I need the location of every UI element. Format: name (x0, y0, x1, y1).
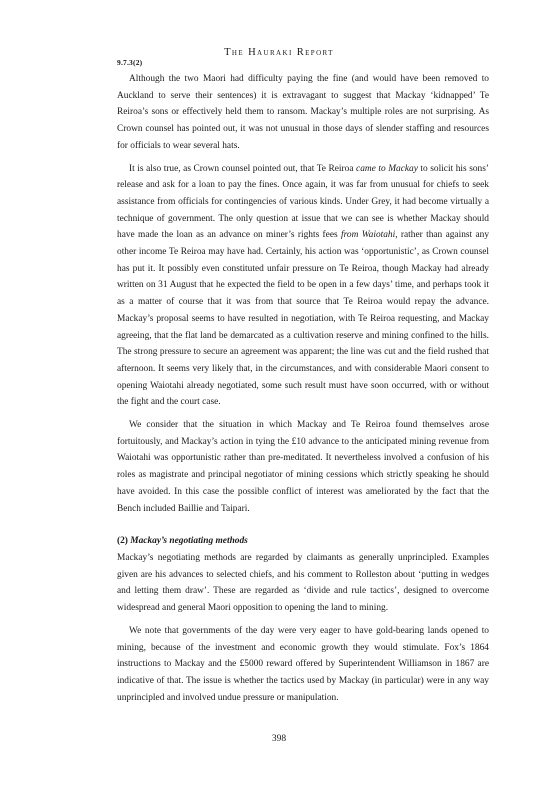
paragraph-text: We note that governments of the day were very eager to have gold-bearing lands opened to mining, because of the investment and economic growth they would stimulate. Fox’s 1864 instructions to Mackay and the £5000 reward offered by Superintendent Williamson in 1867 are indicative of that. The issue is whether the tactics used by Mackay (in particular) were in any way unprincipled and involved undue pressure or manipulation. (117, 625, 489, 703)
running-title: The Hauraki Report (224, 47, 334, 58)
paragraph-5 (117, 623, 489, 707)
italic-phrase: came to Mackay (356, 163, 418, 174)
paragraph-3 (117, 417, 489, 517)
subheading-title: Mackay’s negotiating methods (130, 536, 248, 547)
italic-phrase: from Waiotahi (341, 230, 396, 241)
paragraph-text: to solicit his sons’ release and ask for a loan to pay the fines. Once again, it was far from unusual for chiefs to seek assistance from officials for contingencies of various kinds. Under Grey, it had become virtually a technique of government. The only question at issue that we can see is whether Mackay should have made the loan as an advance on miner’s rights fees (117, 163, 489, 241)
paragraph-text: Mackay’s negotiating methods are regarded by claimants as generally unprincipled. Examples given are his advances to selected chiefs, and his comment to Rolleston about ‘putting in wedges and letting them draw’. These are regarded as ‘divide and rule tactics’, designed to overcome widespread and general Maori opposition to opening the land to mining. (117, 552, 489, 614)
paragraph-2 (117, 161, 489, 412)
subheading-number: (2) (117, 536, 128, 547)
body-text (117, 71, 489, 706)
section-number: 9.7.3(2) (117, 58, 143, 67)
paragraph-4 (117, 550, 489, 617)
paragraph-text: It is also true, as Crown counsel pointed out, that Te Reiroa (129, 163, 357, 174)
subheading (117, 533, 489, 550)
paragraph-text: , rather than against any other income Te Reiroa may have had. Certainly, his action was ‘opportunistic’, as Crown counsel has put it. It possibly even constituted unfair pressure on Te Reiroa, though Mackay had already written on 31 August that he expected the field to be open in a few days’ time, and perhaps took it as a matter of course that it was from that source that Te Reiroa would repay the advance. Mackay’s proposal seems to have resulted in negotiation, with Te Reiroa requesting, and Mackay agreeing, that the flat land be demarcated as a cultivation reserve and mining confined to the hills. The strong pressure to secure an agreement was apparent; the line was cut and the field rushed that afternoon. It seems very likely that, in the circumstances, and with considerable Maori consent to opening Waiotahi already negotiated, some such result must have soon occurred, with or without the fight and the court case. (117, 230, 490, 408)
paragraph-text: We consider that the situation in which Mackay and Te Reiroa found themselves arose fortuitously, and Mackay’s action in tying the £10 advance to the anticipated mining revenue from Waiotahi was opportunistic rather than pre-meditated. It nevertheless involved a confusion of his roles as magistrate and principal negotiator of mining cessions which strictly speaking he should have avoided. In this case the possible conflict of interest was ameliorated by the fact that the Bench included Baillie and Taipari. (117, 420, 489, 514)
paragraph-text: Although the two Maori had difficulty paying the fine (and would have been removed to Auckland to serve their sentences) it is extravagant to suggest that Mackay ‘kidnapped’ Te Reiroa’s sons or effectively held them to ransom. Mackay’s multiple roles are not surprising. As Crown counsel has pointed out, it was not unusual in those days of slender staffing and resources for officials to wear several hats. (117, 74, 489, 151)
paragraph-1 (117, 71, 489, 155)
page-number: 398 (271, 734, 287, 744)
